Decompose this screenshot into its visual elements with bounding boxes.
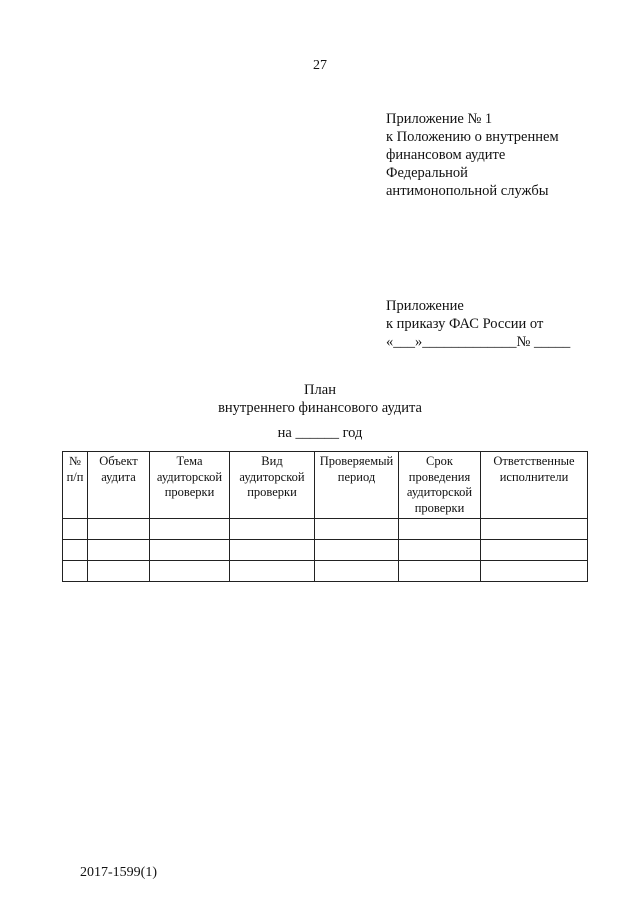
table-cell (399, 561, 481, 582)
table-cell (63, 540, 88, 561)
appendix-line: антимонопольной службы (386, 183, 549, 199)
table-cell (88, 540, 150, 561)
table-cell (481, 561, 588, 582)
page-number: 27 (313, 58, 327, 73)
column-header: Проверяемый период (315, 452, 399, 519)
table-cell (150, 519, 230, 540)
table-cell (315, 561, 399, 582)
order-appendix-line: Приложение (386, 298, 464, 314)
plan-year-line: на ______ год (277, 425, 363, 441)
table-row (63, 540, 588, 561)
table-header-row (63, 452, 588, 519)
appendix-line: к Положению о внутреннем (386, 129, 559, 145)
table-cell (399, 540, 481, 561)
plan-subtitle-line: внутреннего финансового аудита (218, 400, 422, 416)
table-cell (150, 540, 230, 561)
appendix-line: Приложение № 1 (386, 111, 493, 127)
appendix-heading (386, 110, 559, 200)
column-header: Ответственные исполнители (481, 452, 588, 519)
table-cell (150, 561, 230, 582)
table-cell (88, 519, 150, 540)
plan-title (0, 381, 640, 417)
order-appendix-line: к приказу ФАС России от (386, 316, 544, 332)
column-header: Тема аудиторской проверки (150, 452, 230, 519)
column-header: Объект аудита (88, 452, 150, 519)
table-cell (88, 561, 150, 582)
table-cell (315, 540, 399, 561)
column-header: № п/п (63, 452, 88, 519)
table-cell (63, 561, 88, 582)
table-cell (230, 519, 315, 540)
column-header: Срок проведения аудиторской проверки (399, 452, 481, 519)
table-cell (399, 519, 481, 540)
table-cell (481, 519, 588, 540)
table-cell (230, 561, 315, 582)
plan-title-line: План (304, 382, 336, 398)
table-row (63, 561, 588, 582)
document-code: 2017-1599(1) (80, 865, 157, 880)
table-cell (481, 540, 588, 561)
table-cell (315, 519, 399, 540)
table-cell (63, 519, 88, 540)
column-header: Вид аудиторской проверки (230, 452, 315, 519)
order-appendix-line: «___»_____________№ _____ (386, 334, 571, 350)
order-appendix-heading (386, 297, 570, 351)
table-cell (230, 540, 315, 561)
appendix-line: финансовом аудите (386, 147, 506, 163)
audit-plan-table (62, 451, 588, 582)
table-row (63, 519, 588, 540)
appendix-line: Федеральной (386, 165, 468, 181)
